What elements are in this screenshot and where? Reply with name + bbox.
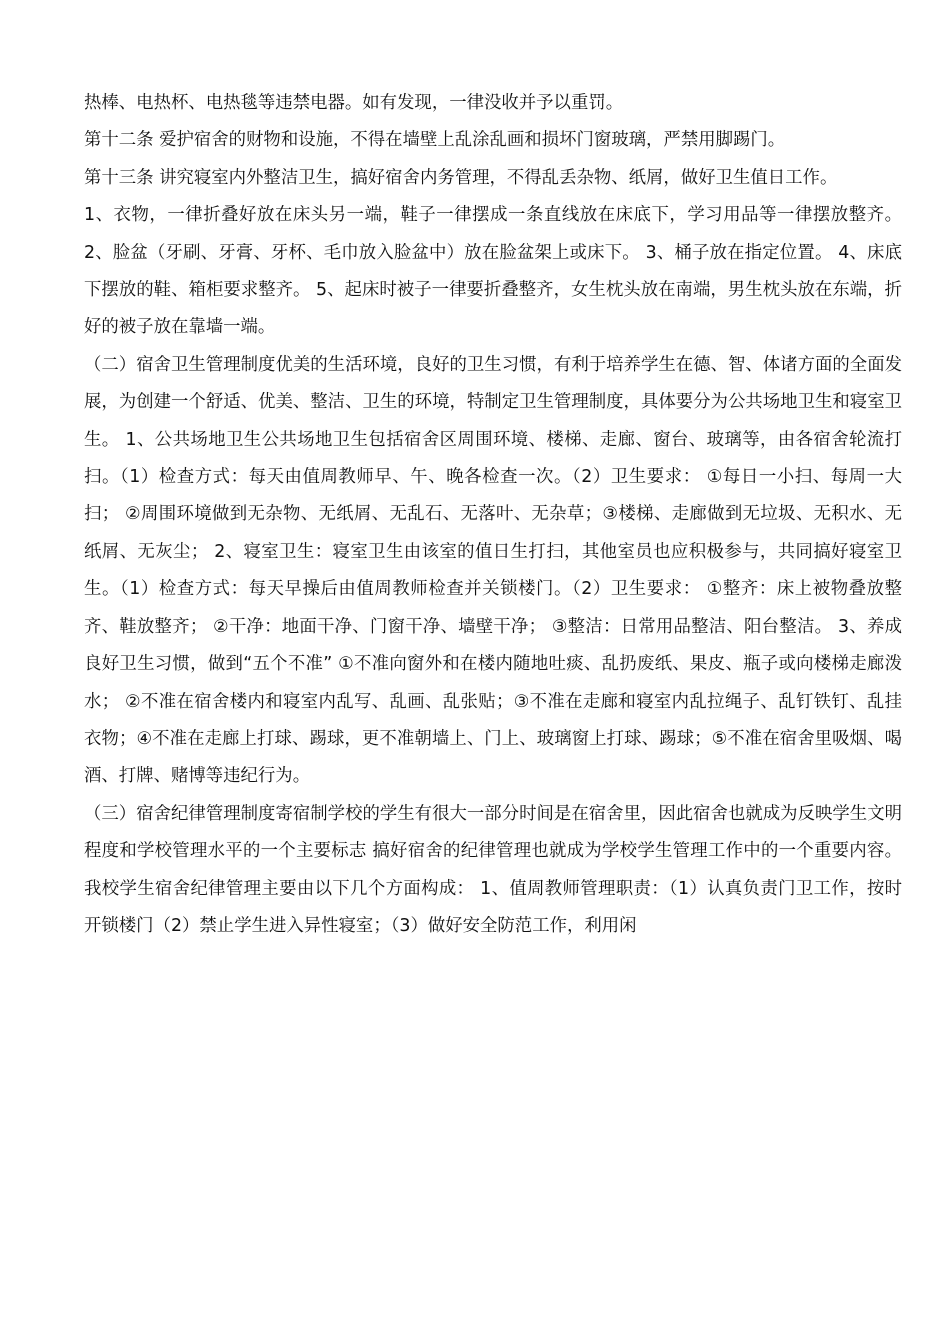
paragraph: 第十三条 讲究寝室内外整洁卫生，搞好宿舍内务管理，不得乱丢杂物、纸屑，做好卫生值日工作。: [84, 167, 838, 188]
paragraph: （三）宿舍纪律管理制度寄宿制学校的学生有很大一部分时间是在宿舍里，因此宿舍也就成为反映学生文明程度和学校管理水平的一个主要标志 搞好宿舍的纪律管理也就成为学校学生管理工作中的一个重要内容。我校学生宿舍纪律管理主要由以下几个方面构成： 1、值周教师管理职责：（1）认真负责门卫工作，按时开锁楼门（2）禁止学生进入异性寝室；（3）做好安全防范工作，利用闲: [84, 803, 902, 936]
document-body: [84, 85, 902, 945]
paragraph: 热棒、电热杯、电热毯等违禁电器。如有发现，一律没收并予以重罚。: [84, 93, 624, 113]
paragraph: 第十二条 爱护宿舍的财物和设施，不得在墙壁上乱涂乱画和损坏门窗玻璃，严禁用脚踢门。: [84, 130, 786, 151]
paragraph: （二）宿舍卫生管理制度优美的生活环境，良好的卫生习惯，有利于培养学生在德、智、体诸方面的全面发展，为创建一个舒适、优美、整洁、卫生的环境，特制定卫生管理制度，具体要分为公共场地卫生和寝室卫生。 1、公共场地卫生公共场地卫生包括宿舍区周围环境、楼梯、走廊、窗台、玻璃等，由各宿舍轮流打扫。（1）检查方式：每天由值周教师早、午、晚各检查一次。（2）卫生要求： ①每日一小扫、每周一大扫； ②周围环境做到无杂物、无纸屑、无乱石、无落叶、无杂草；③楼梯、走廊做到无垃圾、无积水、无纸屑、无灰尘； 2、寝室卫生：寝室卫生由该室的值日生打扫，其他室员也应积极参与，共同搞好寝室卫生。（1）检查方式：每天早操后由值周教师检查并关锁楼门。（2）卫生要求： ①整齐：床上被物叠放整齐、鞋放整齐； ②干净：地面干净、门窗干净、墙壁干净； ③整洁：日常用品整洁、阳台整洁。 3、养成良好卫生习惯，做到“五个不准” ①不准向窗外和在楼内随地吐痰、乱扔废纸、果皮、瓶子或向楼梯走廊泼水； ②不准在宿舍楼内和寝室内乱写、乱画、乱张贴；③不准在走廊和寝室内乱拉绳子、乱钉铁钉、乱挂衣物；④不准在走廊上打球、踢球，更不准朝墙上、门上、玻璃窗上打球、踢球；⑤不准在宿舍里吸烟、喝酒、打牌、赌博等违纪行为。: [84, 354, 902, 787]
paragraph: 1、衣物，一律折叠好放在床头另一端，鞋子一律摆成一条直线放在床底下，学习用品等一律摆放整齐。 2、脸盆（牙刷、牙膏、牙杯、毛巾放入脸盆中）放在脸盆架上或床下。 3、桶子放在指定位置。 4、床底下摆放的鞋、箱柜要求整齐。 5、起床时被子一律要折叠整齐，女生枕头放在南端，男生枕头放在东端，折好的被子放在靠墙一端。: [84, 205, 902, 338]
